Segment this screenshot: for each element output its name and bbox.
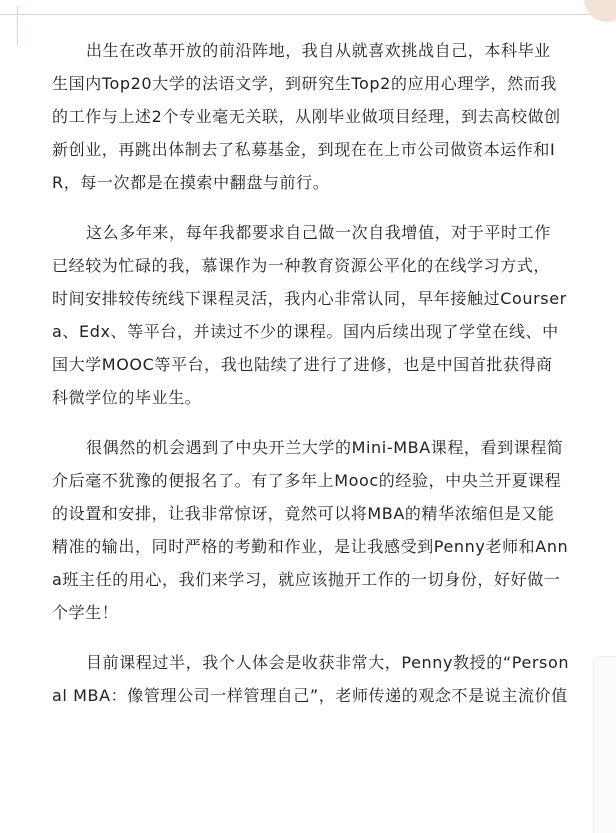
paragraph-4 [52,646,576,712]
paragraph-line: 出生在改革开放的前沿阵地，我自从就喜欢挑战自己，本科毕业 [86,41,551,60]
edge-tab-decoration [593,656,616,833]
paragraph-line: R，每一次都是在摸索中翻盘与前行。 [52,173,330,192]
article-body [52,34,576,729]
top-frame-line [0,14,616,15]
paragraph-line: 个学生！ [52,603,119,622]
paragraph-line: a班主任的用心，我们来学习，就应该抛开工作的一切身份，好好做一 [52,570,561,589]
paragraph-3 [52,431,576,629]
paragraph-line: 已经较为忙碌的我，慕课作为一种教育资源公平化的在线学习方式， [52,256,551,275]
paragraph-line: 介后毫不犹豫的便报名了。有了多年上Mooc的经验，中央兰开夏课程 [52,471,562,490]
paragraph-line: 的工作与上述2个专业毫无关联，从刚毕业做项目经理，到去高校做创 [52,107,561,126]
corner-decoration [584,0,616,22]
paragraph-line: 的设置和安排，让我非常惊讶，竟然可以将MBA的精华浓缩但是又能 [52,504,555,523]
paragraph-1 [52,34,576,199]
paragraph-line: al MBA：像管理公司一样管理自己”，老师传递的观念不是说主流价值 [52,686,568,705]
paragraph-line: a、Edx、等平台，并读过不少的课程。国内后续出现了学堂在线、中 [52,322,559,341]
paragraph-line: 时间安排较传统线下课程灵活，我内心非常认同，早年接触过Courser [52,289,567,308]
paragraph-line: 生国内Top20大学的法语文学，到研究生Top2的应用心理学，然而我 [52,74,557,93]
left-frame-line [17,6,18,46]
paragraph-line: 新创业，再跳出体制去了私募基金，到现在在上市公司做资本运作和I [52,140,556,159]
paragraph-line: 目前课程过半，我个人体会是收获非常大，Penny教授的“Person [86,653,570,672]
paragraph-line: 国大学MOOC等平台，我也陆续了进行了进修，也是中国首批获得商 [52,355,553,374]
paragraph-line: 科微学位的毕业生。 [52,388,202,407]
paragraph-2 [52,216,576,414]
paragraph-line: 很偶然的机会遇到了中央开兰大学的Mini-MBA课程，看到课程简 [86,438,564,457]
paragraph-line: 精准的输出，同时严格的考勤和作业，是让我感受到Penny老师和Ann [52,537,569,556]
paragraph-line: 这么多年来，每年我都要求自己做一次自我增值，对于平时工作 [86,223,551,242]
